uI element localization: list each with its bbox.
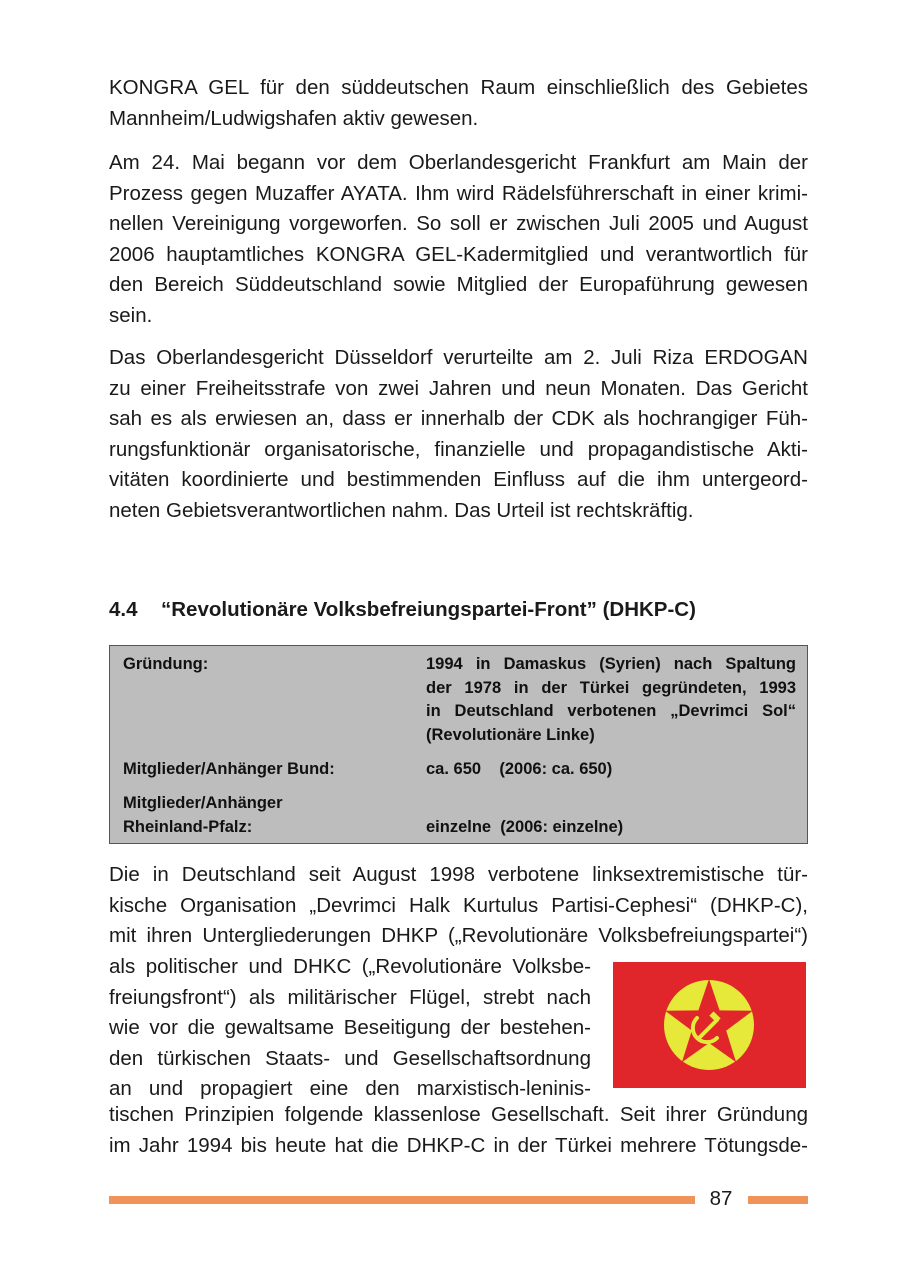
text-line: freiungsfront“) als militärischer Flügel, strebt nach: [109, 985, 591, 1009]
fact-box: [109, 645, 808, 844]
text-line: neten Gebietsverantwortlichen nahm. Das Urteil ist rechtskräftig.: [109, 498, 694, 522]
text-line: Am 24. Mai begann vor dem Oberlandesgericht Frankfurt am Main der: [109, 151, 808, 174]
paragraph-dhkpc-intro: [109, 860, 808, 952]
section-number: 4.4: [109, 598, 138, 621]
text-line: Das Oberlandesgericht Düsseldorf verurteilte am 2. Juli Riza ERDOGAN: [109, 346, 808, 369]
text-line: KONGRA GEL für den süddeutschen Raum einschließlich des Gebietes: [109, 76, 808, 99]
dhkpc-flag-icon: [613, 962, 806, 1088]
text-line: kische Organisation „Devrimci Halk Kurtulus Partisi-Cephesi“ (DHKP-C),: [109, 893, 808, 917]
footer-rule-left: [109, 1196, 695, 1204]
text-line: in Deutschland verbotenen „Devrimci Sol“: [426, 702, 796, 720]
footer-rule-right: [748, 1196, 808, 1204]
flag-emblem: [613, 962, 806, 1088]
members-federal-value: ca. 650 (2006: ca. 650): [426, 760, 613, 778]
text-line: 2006 hauptamtliches KONGRA GEL-Kadermitglied und verantwortlich für: [109, 242, 808, 266]
section-heading: [109, 595, 696, 625]
members-federal-label: Mitglieder/Anhänger Bund:: [123, 760, 335, 778]
paragraph-ayata-trial: [109, 148, 808, 331]
text-line: der 1978 in der Türkei gegründeten, 1993: [426, 678, 796, 697]
text-line: den türkischen Staats- und Gesellschaftsordnung: [109, 1046, 591, 1070]
text-line: 1994 in Damaskus (Syrien) nach Spaltung: [426, 655, 796, 673]
founding-value: [426, 653, 796, 747]
text-line: sah es als erwiesen an, dass er innerhalb der CDK als hochrangiger Füh-: [109, 407, 808, 430]
members-rlp-label: Mitglieder/Anhänger: [123, 794, 283, 812]
text-line: (Revolutionäre Linke): [426, 725, 595, 744]
text-line: sein.: [109, 303, 153, 327]
text-line: wie vor die gewaltsame Beseitigung der bestehen-: [109, 1016, 591, 1039]
text-line: nellen Vereinigung vorgeworfen. So soll er zwischen Juli 2005 und August: [109, 212, 808, 235]
text-line: den Bereich Süddeutschland sowie Mitglied der Europaführung gewesen: [109, 273, 808, 296]
members-rlp-value: einzelne (2006: einzelne): [426, 818, 624, 836]
text-line: Mannheim/Ludwigshafen aktiv gewesen.: [109, 106, 479, 130]
paragraph-kongra-gel: [109, 73, 808, 134]
founding-label: Gründung:: [123, 655, 209, 673]
text-line: Die in Deutschland seit August 1998 verbotene linksextremistische tür-: [109, 863, 808, 886]
section-title: “Revolutionäre Volksbefreiungspartei-Front” (DHKP-C): [161, 598, 696, 621]
text-line: an und propagiert eine den marxistisch-leninis-: [109, 1077, 591, 1100]
paragraph-dhkpc-wrap: [109, 952, 591, 1105]
text-line: vitäten koordinierte und bestimmenden Einfluss auf die ihm untergeord-: [109, 468, 808, 491]
text-line: tischen Prinzipien folgende klassenlose Gesellschaft. Seit ihrer Gründung: [109, 1103, 808, 1126]
text-line: Prozess gegen Muzaffer AYATA. Ihm wird Rädelsführerschaft in einer krimi-: [109, 181, 808, 205]
text-line: im Jahr 1994 bis heute hat die DHKP-C in der Türkei mehrere Tötungsde-: [109, 1133, 808, 1157]
members-rlp-label-line2: Rheinland-Pfalz:: [123, 818, 253, 836]
paragraph-dhkpc-continued: [109, 1100, 808, 1161]
text-line: als politischer und DHKC („Revolutionäre Volksbe-: [109, 955, 591, 978]
text-line: zu einer Freiheitsstrafe von zwei Jahren und neun Monaten. Das Gericht: [109, 376, 808, 400]
text-line: rungsfunktionär organisatorische, finanzielle und propagandistische Akti-: [109, 437, 808, 461]
paragraph-erdogan-verdict: [109, 343, 808, 526]
text-line: mit ihren Untergliederungen DHKP („Revolutionäre Volksbefreiungspartei“): [109, 924, 808, 947]
page-number: 87: [709, 1187, 733, 1210]
